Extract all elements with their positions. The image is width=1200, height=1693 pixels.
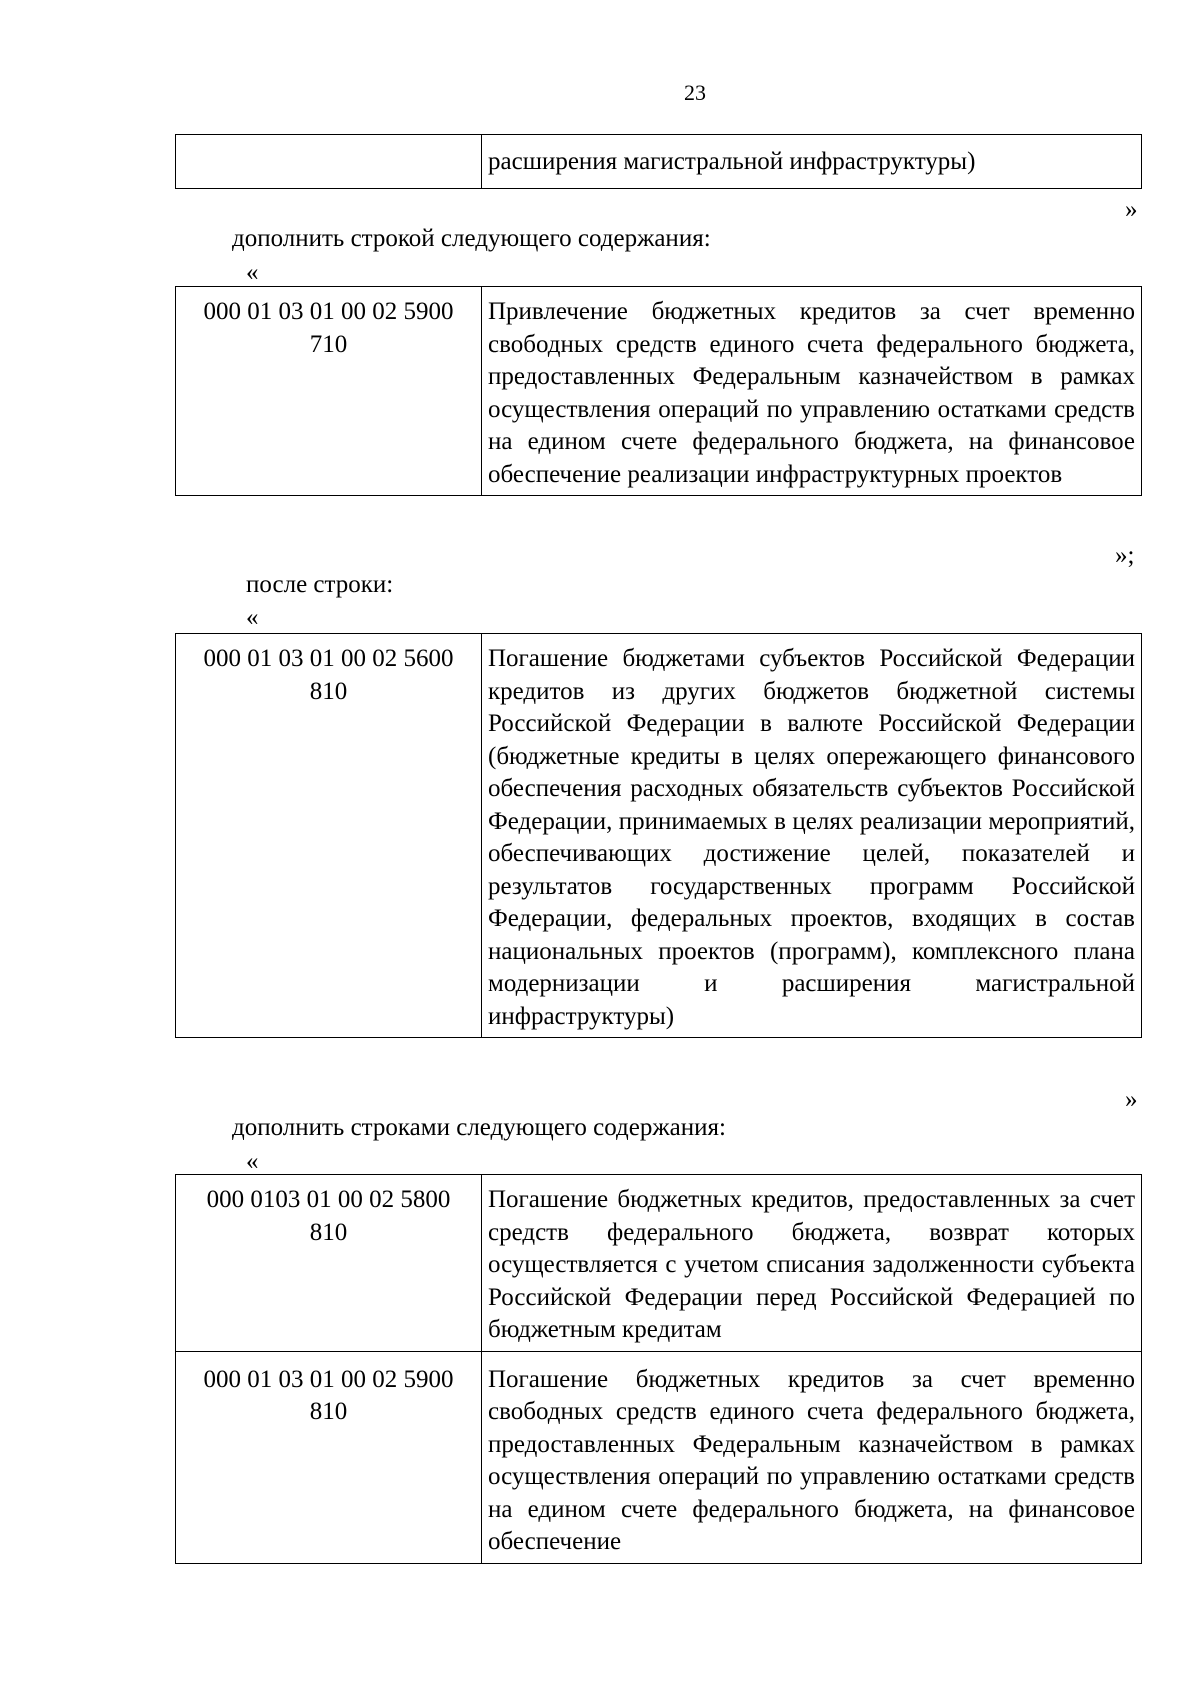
table-after-row xyxy=(175,633,1142,1038)
budget-code: 000 01 03 01 00 02 5600 xyxy=(203,645,454,672)
close-quote: » xyxy=(1125,1086,1138,1113)
open-quote: « xyxy=(246,1148,259,1175)
table-insert-rows xyxy=(175,1174,1142,1564)
budget-code: 000 0103 01 00 02 5800 xyxy=(206,1186,451,1213)
description-cell: расширения магистральной инфраструктуры) xyxy=(482,135,1142,189)
table-row xyxy=(176,634,1142,1038)
budget-code-suffix: 710 xyxy=(309,330,348,358)
budget-code-suffix: 810 xyxy=(309,1218,348,1246)
budget-code-suffix: 810 xyxy=(309,677,348,705)
table-row xyxy=(176,135,1142,189)
instruction-text: после строки: xyxy=(246,571,394,598)
budget-code-suffix: 810 xyxy=(309,1398,348,1425)
code-cell xyxy=(176,634,482,1038)
open-quote: « xyxy=(246,604,259,631)
description-cell: Погашение бюджетных кредитов за счет временно свободных средств единого счета федерального бюджета, предоставленных Федеральным казначейством в рамках осуществления операций по управлению остатками средств на едином счете федерального бюджета, на финансовое обеспечение xyxy=(482,1351,1142,1563)
table-row xyxy=(176,287,1142,496)
instruction-text: дополнить строками следующего содержания: xyxy=(232,1114,726,1141)
table-continuation xyxy=(175,134,1142,189)
close-quote: » xyxy=(1125,196,1138,223)
instruction-text: дополнить строкой следующего содержания: xyxy=(232,225,711,252)
description-cell: Погашение бюджетных кредитов, предоставленных за счет средств федерального бюджета, возврат которых осуществляется с учетом списания задолженности субъекта Российской Федерации перед Российской Федерацией по бюджетным кредитам xyxy=(482,1175,1142,1352)
description-cell: Погашение бюджетами субъектов Российской Федерации кредитов из других бюджетов бюджетной системы Российской Федерации в валюте Российской Федерации (бюджетные кредиты в целях опережающего финансового обеспечения расходных обязательств субъектов Российской Федерации, принимаемых в целях реализации мероприятий, обеспечивающих достижение целей, показателей и результатов государственных программ Российской Федерации, федеральных проектов, входящих в состав национальных проектов (программ), комплексного плана модернизации и расширения магистральной инфраструктуры) xyxy=(482,634,1142,1038)
close-quote: »; xyxy=(1115,542,1135,569)
budget-code: 000 01 03 01 00 02 5900 xyxy=(203,298,454,325)
table-row xyxy=(176,1175,1142,1352)
budget-code: 000 01 03 01 00 02 5900 xyxy=(203,1365,454,1393)
code-cell xyxy=(176,287,482,496)
table-row xyxy=(176,1351,1142,1563)
code-cell xyxy=(176,135,482,189)
code-cell xyxy=(176,1351,482,1563)
table-insert-row xyxy=(175,286,1142,496)
code-cell xyxy=(176,1175,482,1352)
page-number: 23 xyxy=(684,80,706,105)
open-quote: « xyxy=(246,259,259,286)
description-cell: Привлечение бюджетных кредитов за счет временно свободных средств единого счета федерального бюджета, предоставленных Федеральным казначейством в рамках осуществления операций по управлению остатками средств на едином счете федерального бюджета, на финансовое обеспечение реализации инфраструктурных проектов xyxy=(482,287,1142,496)
